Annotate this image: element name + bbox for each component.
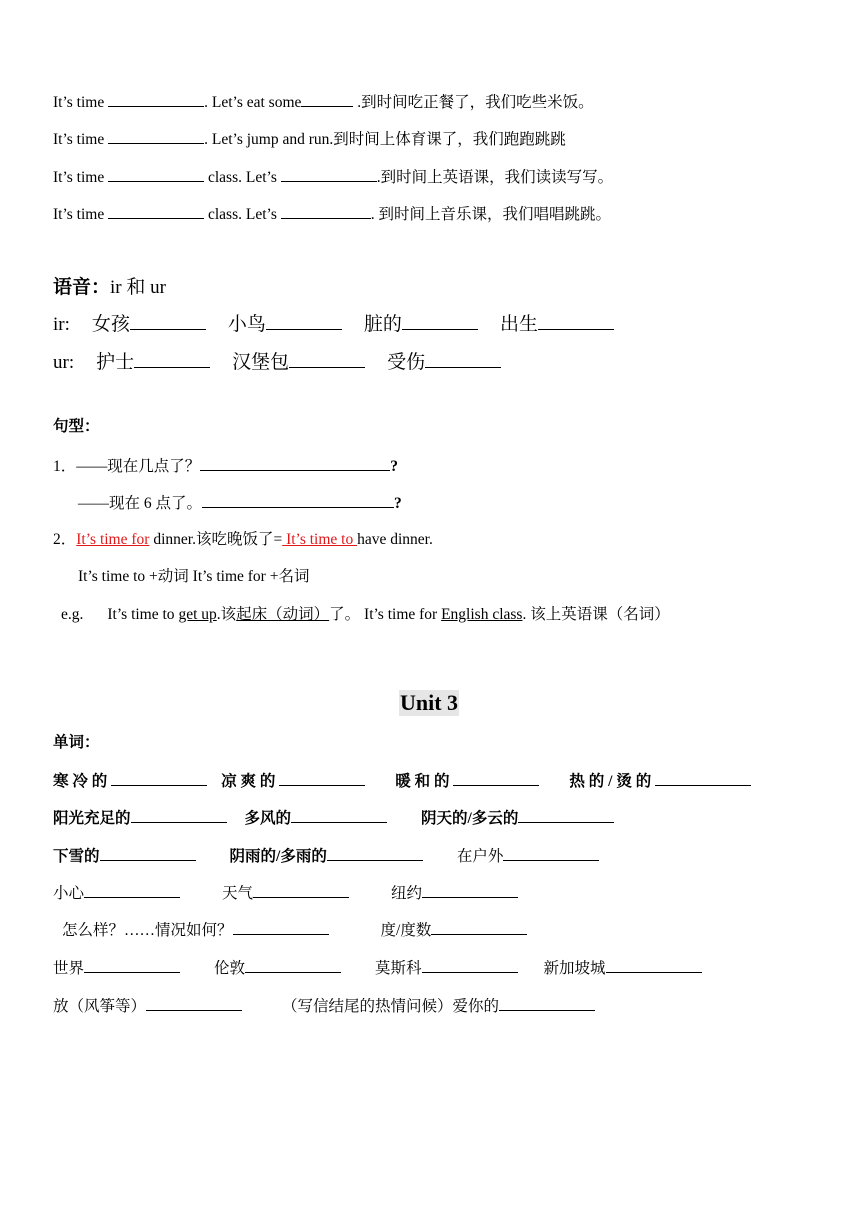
vocab-word: 度/度数 xyxy=(380,922,432,939)
answer-blank[interactable] xyxy=(453,770,539,786)
ur-word: 受伤 xyxy=(387,352,426,373)
vocab-label: 单词： xyxy=(53,734,100,751)
example-underline: get up xyxy=(178,606,217,623)
answer-blank[interactable] xyxy=(425,352,501,368)
answer-blank[interactable] xyxy=(108,166,204,182)
vocab-row-7 xyxy=(53,995,595,1017)
vocab-row-2 xyxy=(53,807,614,829)
vocab-word: （写信结尾的热情问候）爱你的 xyxy=(282,998,500,1015)
answer-blank[interactable] xyxy=(200,455,390,471)
vocab-word: 阳光充足的 xyxy=(53,810,131,827)
sentence-text: ——现在 6 点了。 xyxy=(78,495,203,512)
unit-title: Unit 3 xyxy=(400,690,459,715)
ur-word: 护士 xyxy=(96,352,135,373)
phrase-text: class. Let’s xyxy=(204,169,281,186)
answer-blank[interactable] xyxy=(245,957,341,973)
sentence-text: dinner.该吃晚饭了= xyxy=(149,531,283,548)
vocab-word: 阴雨的/多雨的 xyxy=(229,848,327,865)
answer-blank[interactable] xyxy=(503,845,599,861)
answer-blank[interactable] xyxy=(100,845,196,861)
phrase-text: .到时间吃正餐了，我们吃些米饭。 xyxy=(353,94,594,111)
answer-blank[interactable] xyxy=(131,807,227,823)
vocab-word: 阴天的/多云的 xyxy=(421,810,519,827)
answer-blank[interactable] xyxy=(402,314,478,330)
grammar-rule: It’s time to +动词 It’s time for +名词 xyxy=(78,568,310,585)
ur-word: 汉堡包 xyxy=(232,352,290,373)
answer-blank[interactable] xyxy=(233,919,329,935)
answer-blank[interactable] xyxy=(202,492,394,508)
vocab-word: 怎么样？……情况如何？ xyxy=(62,922,233,939)
vocab-row-1 xyxy=(53,770,751,792)
ir-word: 女孩 xyxy=(91,314,130,335)
answer-blank[interactable] xyxy=(84,957,180,973)
vocab-word: 天气 xyxy=(222,885,254,902)
answer-blank[interactable] xyxy=(108,128,204,144)
vocab-word: 热 的 / 烫 的 xyxy=(569,773,656,790)
vocab-row-3 xyxy=(53,845,599,867)
ir-word: 小鸟 xyxy=(227,314,266,335)
phrase-text: . 到时间上音乐课，我们唱唱跳跳。 xyxy=(370,206,611,223)
sentence-q1-a xyxy=(53,455,398,477)
answer-blank[interactable] xyxy=(111,770,207,786)
phrase-text: It’s time xyxy=(53,94,109,111)
answer-blank[interactable] xyxy=(84,882,180,898)
answer-blank[interactable] xyxy=(327,845,423,861)
vocab-row-4 xyxy=(53,882,518,904)
answer-blank[interactable] xyxy=(655,770,751,786)
phrase-line-2 xyxy=(53,128,566,150)
answer-blank[interactable] xyxy=(253,882,349,898)
phonics-ur-row xyxy=(53,351,501,375)
answer-blank[interactable] xyxy=(431,919,527,935)
answer-blank[interactable] xyxy=(146,995,242,1011)
sentence-text: ——现在几点了？ xyxy=(76,458,201,475)
vocab-word: 在户外 xyxy=(456,848,504,865)
vocab-word: 寒 冷 的 xyxy=(53,773,112,790)
answer-blank[interactable] xyxy=(266,314,342,330)
sentences-title: 句型： xyxy=(53,418,100,435)
example-text: 了。 It’s time for xyxy=(329,606,442,623)
phrase-line-1 xyxy=(53,91,594,113)
vocab-word: 下雪的 xyxy=(53,848,100,865)
phrase-line-3 xyxy=(53,166,613,188)
highlight-phrase: It’s time to xyxy=(282,531,358,548)
answer-blank[interactable] xyxy=(422,882,518,898)
vocab-word: 纽约 xyxy=(391,885,423,902)
example-text: It’s time to xyxy=(107,606,179,623)
phonics-ir-row xyxy=(53,313,614,337)
answer-blank[interactable] xyxy=(422,957,518,973)
answer-blank[interactable] xyxy=(281,203,371,219)
example-underline: English class xyxy=(441,606,523,623)
phrase-text: It’s time xyxy=(53,131,109,148)
sentence-text: have dinner. xyxy=(357,531,433,548)
answer-blank[interactable] xyxy=(301,91,353,107)
vocab-word: 莫斯科 xyxy=(375,960,422,977)
vocab-word: 多风的 xyxy=(244,810,292,827)
phonics-title-en: ir 和 ur xyxy=(110,277,166,298)
answer-blank[interactable] xyxy=(108,203,204,219)
answer-blank[interactable] xyxy=(291,807,387,823)
example-text: .该 xyxy=(216,606,237,623)
answer-blank[interactable] xyxy=(289,352,365,368)
phrase-text: class. Let’s xyxy=(204,206,281,223)
item-number: 2． xyxy=(53,531,77,548)
phrase-text: .到时间上英语课，我们读读写写。 xyxy=(376,169,614,186)
answer-blank[interactable] xyxy=(538,314,614,330)
answer-blank[interactable] xyxy=(281,166,377,182)
phonics-title-cn: 语音： xyxy=(53,277,111,298)
phrase-text: . Let’s eat some xyxy=(204,94,302,111)
phrase-text: It’s time xyxy=(53,169,109,186)
phonics-title xyxy=(53,276,166,300)
eg-label: e.g. xyxy=(61,606,84,623)
item-number: 1． xyxy=(53,458,77,475)
question-mark: ? xyxy=(390,458,399,475)
highlight-phrase: It’s time for xyxy=(76,531,150,548)
answer-blank[interactable] xyxy=(279,770,365,786)
vocab-word: 小心 xyxy=(53,885,85,902)
vocab-row-5 xyxy=(62,919,527,941)
vocab-word: 新加坡城 xyxy=(543,960,606,977)
example-line xyxy=(61,605,670,625)
vocab-word: 伦敦 xyxy=(214,960,246,977)
example-underline: 起床（动词） xyxy=(236,606,330,623)
answer-blank[interactable] xyxy=(134,352,210,368)
ir-word: 出生 xyxy=(499,314,538,335)
phrase-text: It’s time xyxy=(53,206,109,223)
vocab-word: 世界 xyxy=(53,960,85,977)
answer-blank[interactable] xyxy=(108,91,204,107)
vocab-row-6 xyxy=(53,957,702,979)
vocab-word: 暖 和 的 xyxy=(395,773,454,790)
example-text: . 该上英语课（名词） xyxy=(522,606,670,623)
answer-blank[interactable] xyxy=(518,807,614,823)
ir-label: ir: xyxy=(53,314,70,335)
question-mark: ? xyxy=(394,495,402,512)
phrase-text: . Let’s jump and run.到时间上体育课了，我们跑跑跳跳 xyxy=(204,131,566,148)
vocab-word: 放（风筝等） xyxy=(53,998,147,1015)
phrase-line-4 xyxy=(53,203,611,225)
sentence-q1-b xyxy=(78,492,402,514)
vocab-word: 凉 爽 的 xyxy=(221,773,280,790)
answer-blank[interactable] xyxy=(499,995,595,1011)
ur-label: ur: xyxy=(53,352,75,373)
answer-blank[interactable] xyxy=(606,957,702,973)
sentence-q2 xyxy=(53,530,433,550)
ir-word: 脏的 xyxy=(363,314,402,335)
answer-blank[interactable] xyxy=(130,314,206,330)
